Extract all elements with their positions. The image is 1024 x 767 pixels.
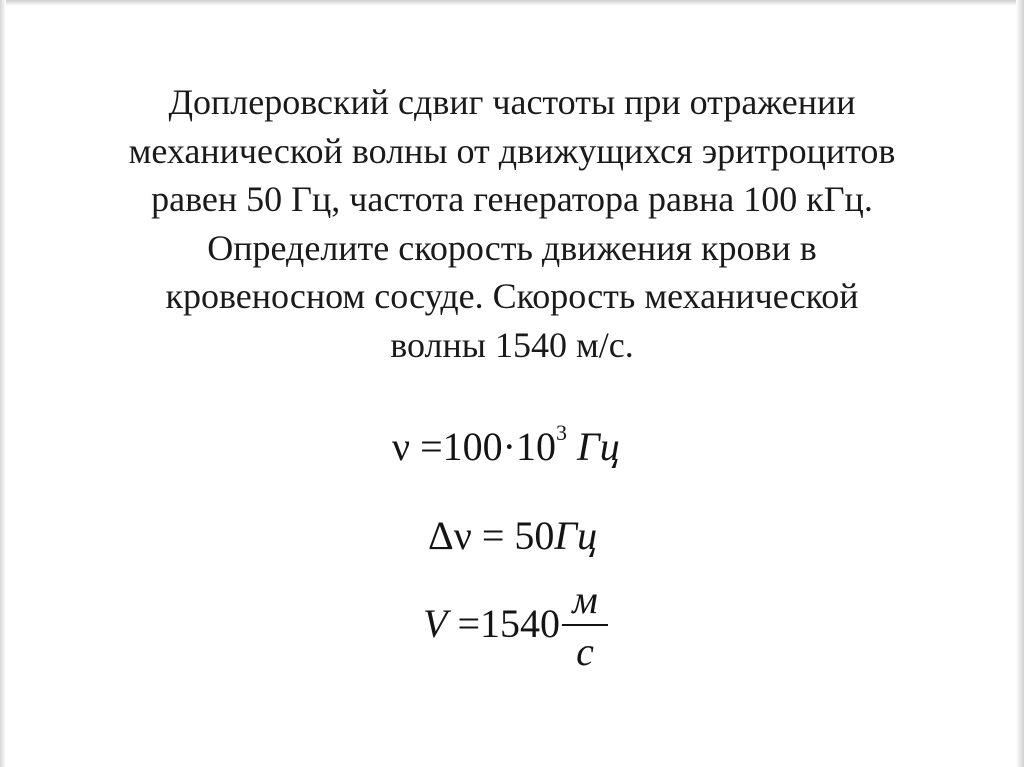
slide-top-shadow — [0, 0, 1024, 6]
formula-dot: · — [502, 424, 516, 469]
problem-line: Доплеровский сдвиг частоты при отражении — [168, 82, 856, 122]
formula-equals: = — [420, 424, 443, 469]
problem-line: равен 50 Гц, частота генератора равна 100 кГц. — [151, 179, 873, 219]
problem-line: волны 1540 м/с. — [390, 324, 634, 365]
formula-speed-unit-fraction — [562, 577, 608, 674]
problem-line: Определите скорость движения крови в — [207, 227, 817, 268]
formula-unit: Гц — [554, 513, 598, 558]
formula-equals: = — [481, 513, 505, 558]
slide-left-shadow — [0, 0, 6, 767]
formula-equals: = — [457, 601, 480, 646]
formula-symbol: Δν — [428, 513, 472, 558]
formula-symbol: V — [423, 601, 448, 646]
formula-exponent: 3 — [555, 419, 567, 445]
slide-right-shadow — [1016, 0, 1024, 767]
formula-symbol: ν — [392, 424, 411, 469]
fraction-denominator: с — [576, 629, 594, 674]
problem-line: кровеносном сосуде. Скорость механической — [165, 276, 859, 316]
formula-unit: Гц — [576, 424, 620, 469]
formula-wave-speed — [423, 600, 560, 647]
formula-base: 10 — [515, 424, 556, 469]
fraction-numerator: м — [572, 577, 598, 622]
formula-value: 50 — [514, 513, 555, 558]
problem-line: механической волны от движущихся эритроцитов — [128, 130, 896, 171]
formula-value: 100 — [442, 424, 503, 469]
formula-doppler-shift — [428, 512, 597, 559]
problem-statement — [62, 78, 962, 369]
formula-value: 1540 — [480, 601, 560, 646]
formula-frequency — [392, 419, 620, 470]
fraction-bar — [562, 624, 608, 626]
